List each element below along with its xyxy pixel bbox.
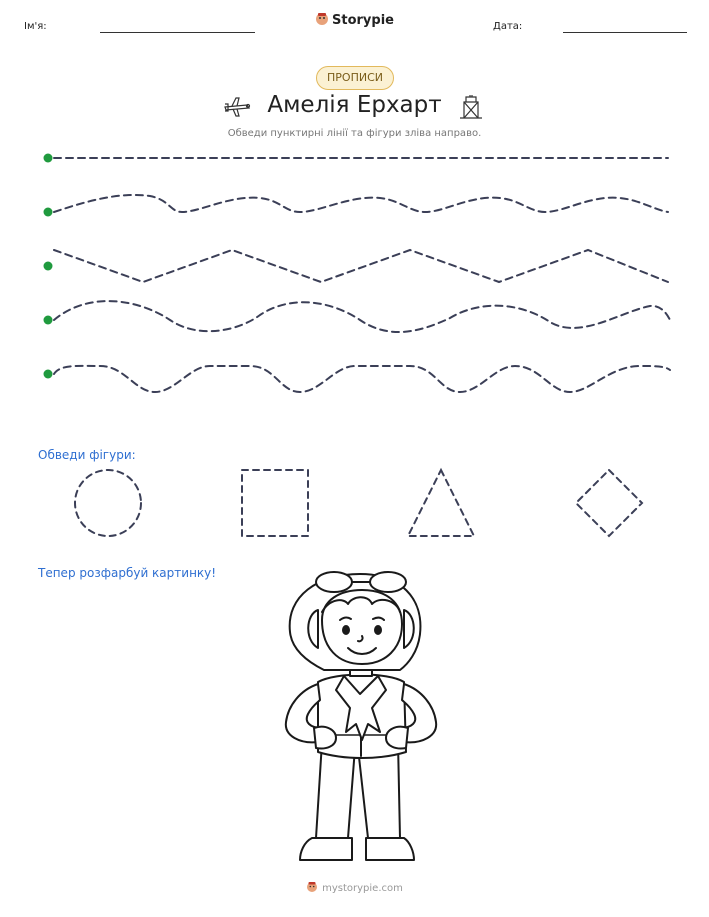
name-label: Ім'я: — [24, 21, 47, 32]
left-hand — [314, 727, 336, 749]
instructions: Обведи пунктирні лінії та фігури зліва направо. — [227, 128, 482, 139]
footer-site[interactable]: mystorypie.com — [322, 883, 403, 894]
date-label: Дата: — [493, 21, 523, 32]
right-hand — [386, 727, 408, 749]
coloring-section-label: Тепер розфарбуй картинку! — [38, 566, 217, 580]
footer — [0, 881, 709, 894]
left-boot — [300, 838, 352, 860]
shapes-section-label: Обведи фігури: — [38, 448, 136, 462]
storypie-logo-icon — [306, 881, 318, 893]
page-title: Амелія Ерхарт — [267, 92, 442, 118]
right-boot — [366, 838, 414, 860]
worksheet-badge: ПРОПИСИ — [316, 66, 394, 90]
brand-name: Storypie — [332, 13, 394, 28]
